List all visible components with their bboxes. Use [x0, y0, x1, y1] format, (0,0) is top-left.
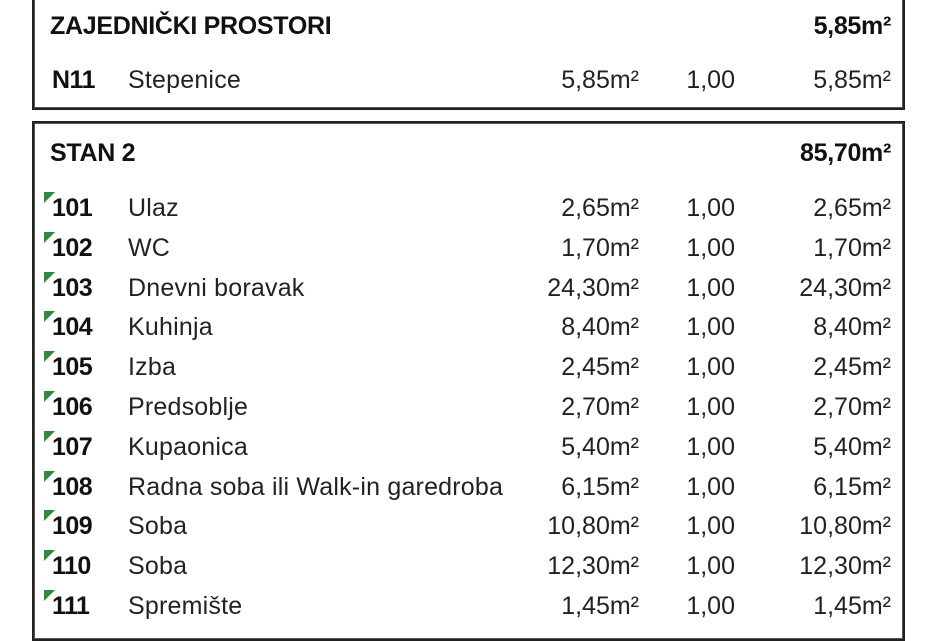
room-name: Soba	[128, 512, 188, 541]
room-coefficient: 1,00	[686, 353, 735, 382]
room-code: 103	[52, 273, 93, 302]
room-name: WC	[128, 233, 171, 262]
room-name: Kuhinja	[128, 313, 213, 342]
room-name: Spremište	[128, 592, 243, 620]
room-area: 24,30m²	[547, 273, 639, 302]
room-code: 108	[52, 472, 93, 501]
room-name: Radna soba ili Walk-in garedroba	[128, 472, 504, 501]
room-row	[34, 349, 903, 385]
room-net-area: 8,40m²	[813, 313, 891, 342]
room-code: 107	[52, 432, 93, 461]
room-net-area: 2,45m²	[813, 353, 891, 382]
room-row	[34, 548, 903, 584]
common-areas-total: 5,85m²	[813, 12, 891, 40]
room-net-area: 1,45m²	[813, 592, 891, 620]
common-areas-section	[32, 0, 905, 110]
room-name: Predsoblje	[128, 393, 249, 421]
room-code: 102	[52, 233, 93, 262]
room-net-area: 5,85m²	[813, 66, 891, 94]
room-net-area: 10,80m²	[799, 512, 891, 541]
room-net-area: 5,40m²	[813, 432, 891, 461]
room-name: Soba	[128, 552, 188, 581]
room-row	[34, 62, 903, 98]
room-name: Ulaz	[128, 194, 179, 222]
room-coefficient: 1,00	[686, 592, 735, 620]
room-coefficient: 1,00	[686, 313, 735, 342]
room-row	[34, 270, 903, 306]
room-coefficient: 1,00	[686, 194, 735, 222]
room-code: 106	[52, 393, 93, 421]
room-coefficient: 1,00	[686, 393, 735, 421]
room-code: 101	[52, 194, 93, 222]
apartment-title: STAN 2	[50, 139, 136, 167]
room-area: 8,40m²	[561, 313, 639, 342]
room-area: 1,70m²	[561, 233, 639, 262]
room-row	[34, 469, 903, 505]
room-area: 2,65m²	[561, 194, 639, 222]
room-area: 2,70m²	[561, 393, 639, 421]
room-row	[34, 230, 903, 266]
room-net-area: 2,70m²	[813, 393, 891, 421]
room-area: 1,45m²	[561, 592, 639, 620]
room-name: Kupaonica	[128, 432, 248, 461]
room-row	[34, 588, 903, 624]
room-net-area: 2,65m²	[813, 194, 891, 222]
room-area: 6,15m²	[561, 472, 639, 501]
room-coefficient: 1,00	[686, 273, 735, 302]
room-net-area: 6,15m²	[813, 472, 891, 501]
room-coefficient: 1,00	[686, 432, 735, 461]
room-net-area: 12,30m²	[799, 552, 891, 581]
common-areas-title: ZAJEDNIČKI PROSTORI	[50, 12, 332, 40]
room-area: 5,40m²	[561, 432, 639, 461]
room-code: 105	[52, 353, 93, 382]
room-row	[34, 508, 903, 544]
room-row	[34, 190, 903, 226]
room-code: 110	[52, 552, 91, 581]
room-name: Izba	[128, 353, 177, 382]
apartment-section	[32, 121, 905, 641]
room-row	[34, 309, 903, 345]
room-coefficient: 1,00	[686, 233, 735, 262]
room-code: 109	[52, 512, 93, 541]
room-code: N11	[52, 66, 95, 94]
room-net-area: 24,30m²	[799, 273, 891, 302]
room-area: 5,85m²	[561, 66, 639, 94]
room-area: 10,80m²	[547, 512, 639, 541]
room-row	[34, 429, 903, 465]
room-coefficient: 1,00	[686, 66, 735, 94]
room-name: Stepenice	[128, 66, 241, 94]
room-area: 12,30m²	[547, 552, 639, 581]
room-coefficient: 1,00	[686, 552, 735, 581]
room-net-area: 1,70m²	[813, 233, 891, 262]
room-coefficient: 1,00	[686, 472, 735, 501]
room-code: 104	[52, 313, 93, 342]
room-coefficient: 1,00	[686, 512, 735, 541]
room-row	[34, 389, 903, 425]
room-code: 111	[52, 592, 90, 620]
room-area: 2,45m²	[561, 353, 639, 382]
room-name: Dnevni boravak	[128, 273, 305, 302]
apartment-total: 85,70m²	[799, 139, 891, 167]
